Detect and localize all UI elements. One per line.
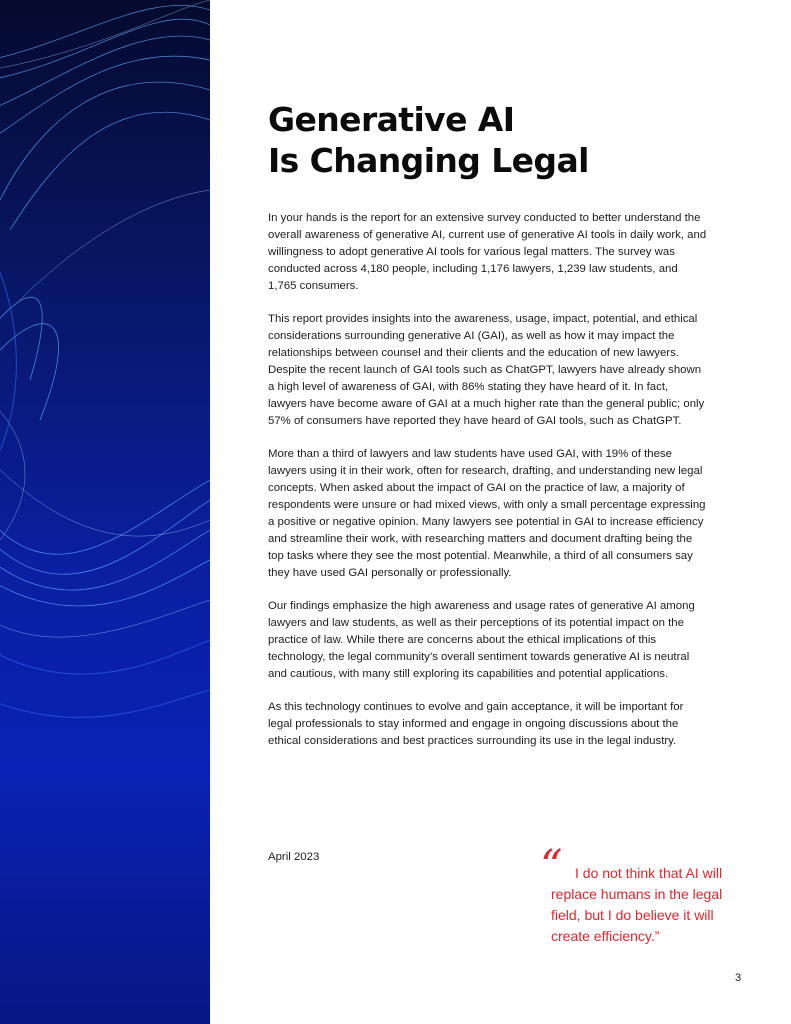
page-title [268, 99, 589, 181]
quote-mark-icon: “ [540, 841, 563, 892]
title-line-2: Is Changing Legal [268, 141, 589, 180]
body-text [268, 210, 708, 766]
title-line-1: Generative AI [268, 100, 515, 139]
paragraph: Our findings emphasize the high awareness and usage rates of generative AI among lawyers and law students, as well as their perceptions of its potential impact on the practice of law. While there are concerns about the ethical implications of this technology, the legal community’s overall sentiment towards generative AI is neutral and cautious, with many still exploring its capabilities and potential applications. [268, 600, 695, 680]
paragraph: This report provides insights into the awareness, usage, impact, potential, and ethical considerations surrounding generative AI (GAI), as well as how it may impact the relationships between counsel and their clients and the education of new lawyers. Despite the recent launch of GAI tools such as ChatGPT, lawyers have already shown a high level of awareness of GAI, with 86% stating they have heard of it. In fact, lawyers have become aware of GAI at a much higher rate than the general public; only 57% of consumers have reported they have heard of GAI tools, such as ChatGPT. [268, 313, 705, 427]
pull-quote: I do not think that AI will replace humans in the legal field, but I do believe it will create efficiency.” [551, 865, 723, 944]
paragraph: As this technology continues to evolve and gain acceptance, it will be important for legal professionals to stay informed and engage in ongoing discussions about the ethical considerations and best practices surrounding its use in the legal industry. [268, 701, 684, 747]
wave-lines-graphic [0, 0, 210, 1024]
paragraph: More than a third of lawyers and law students have used GAI, with 19% of these lawyers using it in their work, often for research, drafting, and understanding new legal concepts. When asked about the impact of GAI on the practice of law, a majority of respondents were unsure or had mixed views, with only a small percentage expressing a positive or negative opinion. Many lawyers see potential in GAI to increase efficiency and streamline their work, with researching matters and document drafting being the top tasks where they see the most potential. Meanwhile, a third of all consumers say they have used GAI personally or professionally. [268, 448, 706, 579]
page-number: 3 [735, 972, 742, 984]
report-date: April 2023 [268, 851, 320, 863]
decorative-side-panel [0, 0, 210, 1024]
paragraph: In your hands is the report for an extensive survey conducted to better understand the overall awareness of generative AI, current use of generative AI tools in daily work, and willingness to adopt generative AI tools for various legal matters. The survey was conducted across 4,180 people, including 1,176 lawyers, 1,239 law students, and 1,765 consumers. [268, 212, 707, 292]
